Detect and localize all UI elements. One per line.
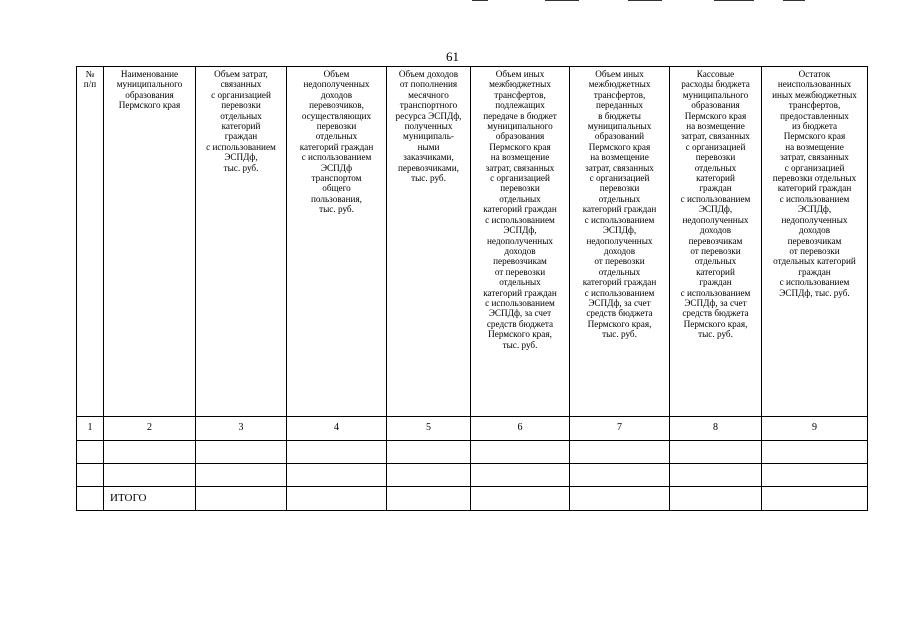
table-cell (762, 487, 868, 511)
table-cell (570, 487, 670, 511)
table-cell (287, 441, 387, 464)
column-number: 9 (762, 417, 868, 441)
top-edge-mark (714, 0, 754, 1)
table-cell (387, 464, 471, 487)
table-row (77, 441, 868, 464)
column-number: 7 (570, 417, 670, 441)
top-edge-mark (783, 0, 805, 1)
table-cell (570, 441, 670, 464)
header-cell-cash-expenses: Кассовые расходы бюджета муниципального образования Пермского края на возмещение затрат, связанных с организацией перевозки отдельных категорий граждан с использованием ЭСПДф, недополученных доходов перевозчикам от перевозки отдельных категорий граждан с использованием ЭСПДф, за счет средств бюджета Пермского края, тыс. руб. (670, 67, 762, 417)
table-cell (287, 464, 387, 487)
page-number: 61 (446, 49, 459, 64)
table-cell (570, 464, 670, 487)
header-cell-unused-balance: Остаток неиспользованных иных межбюджетных трансфертов, предоставленных из бюджета Пермского края на возмещение затрат, связанных с организацией перевозки отдельных категорий граждан с использованием ЭСПДф, недополученных доходов перевозчикам от перевозки отдельных категорий граждан с использованием ЭСПДф, тыс. руб. (762, 67, 868, 417)
table-row (77, 464, 868, 487)
report-table (76, 66, 868, 511)
table-cell (471, 464, 570, 487)
total-row (77, 487, 868, 511)
table-cell (77, 487, 104, 511)
header-cell-lost-income: Объем недополученных доходов перевозчиков, осуществляющих перевозки отдельных категорий граждан с использованием ЭСПДф транспортом общего пользования, тыс. руб. (287, 67, 387, 417)
header-cell-transfers-due: Объем иных межбюджетных трансфертов, подлежащих передаче в бюджет муниципального образования Пермского края на возмещение затрат, связанных с организацией перевозки отдельных категорий граждан с использованием ЭСПДф, недополученных доходов перевозчикам от перевозки отдельных категорий граждан с использованием ЭСПДф, за счет средств бюджета Пермского края, тыс. руб. (471, 67, 570, 417)
header-row (77, 67, 868, 417)
table-cell (670, 487, 762, 511)
table-cell (762, 441, 868, 464)
table-cell (670, 464, 762, 487)
table-cell (77, 441, 104, 464)
table-cell (77, 464, 104, 487)
header-cell-number: № п/п (77, 67, 104, 417)
table-cell (762, 464, 868, 487)
table-cell (196, 464, 287, 487)
top-edge-mark (472, 0, 488, 1)
header-cell-transfers-sent: Объем иных межбюджетных трансфертов, переданных в бюджеты муниципальных образований Пермского края на возмещение затрат, связанных с организацией перевозки отдельных категорий граждан с использованием ЭСПДф, недополученных доходов от перевозки отдельных категорий граждан с использованием ЭСПДф, за счет средств бюджета Пермского края, тыс. руб. (570, 67, 670, 417)
column-number-row (77, 417, 868, 441)
column-number: 2 (104, 417, 196, 441)
header-cell-municipality: Наименование муниципального образования Пермского края (104, 67, 196, 417)
table-cell (104, 441, 196, 464)
table-cell (387, 487, 471, 511)
table-cell (471, 487, 570, 511)
column-number: 3 (196, 417, 287, 441)
top-edge-mark (628, 0, 662, 1)
column-number: 8 (670, 417, 762, 441)
table-cell (287, 487, 387, 511)
table-cell (471, 441, 570, 464)
table-cell (196, 487, 287, 511)
column-number: 1 (77, 417, 104, 441)
top-edge-mark (545, 0, 579, 1)
column-number: 6 (471, 417, 570, 441)
header-cell-costs: Объем затрат, связанных с организацией перевозки отдельных категорий граждан с использованием ЭСПДф, тыс. руб. (196, 67, 287, 417)
table-cell (104, 464, 196, 487)
table-cell (387, 441, 471, 464)
column-number: 5 (387, 417, 471, 441)
table-cell (670, 441, 762, 464)
column-number: 4 (287, 417, 387, 441)
table-cell (196, 441, 287, 464)
header-cell-resource-income: Объем доходов от пополнения месячного транспортного ресурса ЭСПДф, полученных муниципаль- ными заказчиками, перевозчиками, тыс. руб. (387, 67, 471, 417)
total-label: ИТОГО (104, 487, 196, 511)
